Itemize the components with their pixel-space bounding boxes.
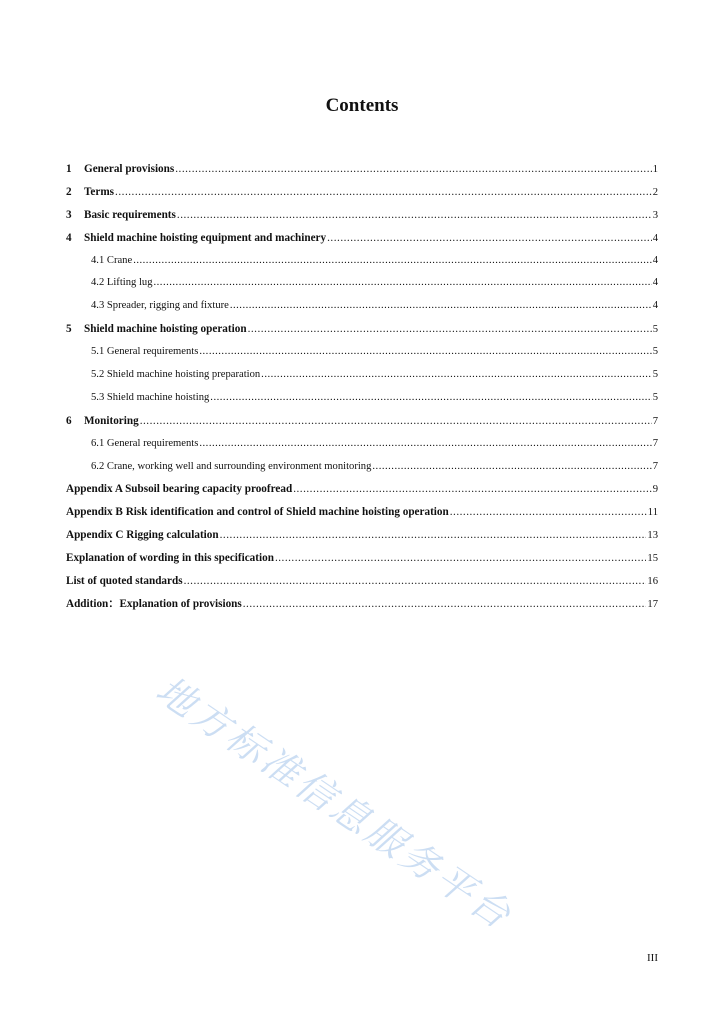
toc-entry[interactable]: [66, 501, 658, 524]
toc-entry-page-number: 7: [652, 437, 658, 449]
toc-entry-title: Appendix C Rigging calculation: [66, 529, 219, 542]
toc-entry[interactable]: [66, 204, 658, 227]
toc-entry[interactable]: [66, 295, 658, 318]
toc-entry-title: Shield machine hoisting equipment and machinery: [84, 231, 327, 244]
toc-entry-page-number: 3: [652, 209, 658, 221]
toc-dot-leader: [450, 501, 647, 524]
toc-entry-page-number: 15: [647, 553, 658, 565]
toc-entry-title: Appendix A Subsoil bearing capacity proofread: [66, 483, 293, 496]
toc-entry-page-number: 4: [652, 254, 658, 266]
toc-entry-page-number: 5: [652, 391, 658, 403]
toc-dot-leader: [140, 410, 652, 433]
toc-entry-page-number: 7: [652, 460, 658, 472]
toc-entry-number: 4: [66, 231, 72, 244]
toc-dot-leader: [327, 227, 652, 250]
toc-entry[interactable]: [66, 318, 658, 341]
toc-entry-page-number: 5: [652, 324, 658, 336]
toc-dot-leader: [293, 478, 652, 501]
toc-entry-page-number: 16: [647, 576, 658, 588]
toc-dot-leader: [175, 158, 651, 181]
toc-entry-page-number: 9: [652, 484, 658, 496]
toc-entry-page-number: 4: [652, 232, 658, 244]
toc-entry-title: 5.1 General requirements: [91, 346, 199, 358]
toc-entry-number: 3: [66, 208, 72, 221]
toc-entry[interactable]: [66, 227, 658, 250]
toc-entry-page-number: 11: [647, 507, 658, 519]
toc-dot-leader: [177, 204, 652, 227]
toc-entry-page-number: 5: [652, 346, 658, 358]
toc-entry-page-number: 4: [652, 277, 658, 289]
toc-dot-leader: [210, 387, 651, 410]
toc-entry-title: 4.3 Spreader, rigging and fixture: [91, 300, 229, 312]
toc-entry[interactable]: [66, 158, 658, 181]
toc-entry[interactable]: [66, 547, 658, 570]
toc-entry-title: Addition：Explanation of provisions: [66, 597, 242, 610]
toc-dot-leader: [243, 593, 647, 616]
toc-entry-title: Basic requirements: [84, 208, 176, 221]
toc-entry[interactable]: [66, 410, 658, 433]
toc-dot-leader: [184, 570, 647, 593]
toc-dot-leader: [275, 547, 646, 570]
toc-entry-title: 5.2 Shield machine hoisting preparation: [91, 369, 261, 381]
toc-dot-leader: [372, 456, 651, 479]
toc-entry-title: Explanation of wording in this specification: [66, 552, 274, 565]
toc-entry[interactable]: [66, 272, 658, 295]
toc-entry-number: 1: [66, 163, 72, 175]
toc-entry-title: 6.2 Crane, working well and surrounding environment monitoring: [91, 460, 372, 472]
toc-entry-page-number: 17: [647, 598, 658, 610]
toc-entry[interactable]: [66, 433, 658, 456]
toc-entry[interactable]: [66, 524, 658, 547]
toc-dot-leader: [220, 524, 647, 547]
toc-entry-number: 2: [66, 185, 72, 198]
page-number: III: [647, 952, 658, 964]
toc-entry[interactable]: [66, 593, 658, 616]
toc-dot-leader: [230, 295, 652, 318]
toc-entry-page-number: 2: [652, 186, 658, 198]
toc-entry-number: 6: [66, 414, 72, 427]
toc-entry-title: 4.2 Lifting lug: [91, 277, 153, 289]
toc-entry-title: 6.1 General requirements: [91, 437, 199, 449]
toc-entry-page-number: 4: [652, 300, 658, 312]
watermark: 地方标准信息服务平台: [148, 667, 522, 939]
toc-entry-title: Terms: [84, 185, 115, 198]
toc-entry-page-number: 1: [652, 164, 658, 175]
toc-entry-title: General provisions: [84, 163, 175, 175]
toc-entry[interactable]: [66, 364, 658, 387]
toc-entry[interactable]: [66, 387, 658, 410]
toc-entry-title: List of quoted standards: [66, 575, 183, 588]
toc-entry-page-number: 5: [652, 369, 658, 381]
toc-entry[interactable]: [66, 456, 658, 479]
toc-entry-title: 4.1 Crane: [91, 254, 133, 266]
toc-dot-leader: [248, 318, 652, 341]
toc-dot-leader: [133, 250, 652, 273]
page-title: Contents: [325, 95, 399, 116]
toc-entry[interactable]: [66, 341, 658, 364]
toc-entry-page-number: 7: [652, 415, 658, 427]
toc-entry[interactable]: [66, 570, 658, 593]
toc-entry-page-number: 13: [647, 530, 658, 542]
toc-entry[interactable]: [66, 250, 658, 273]
toc-entry-number: 5: [66, 323, 72, 336]
toc-entry-title: Shield machine hoisting operation: [84, 323, 247, 336]
toc-dot-leader: [199, 433, 651, 456]
toc-dot-leader: [154, 272, 652, 295]
toc-entry-title: Appendix B Risk identification and control of Shield machine hoisting operation: [66, 506, 449, 519]
toc-entry[interactable]: [66, 478, 658, 501]
table-of-contents: [66, 158, 658, 616]
toc-entry-title: Monitoring: [84, 414, 139, 427]
toc-entry[interactable]: [66, 181, 658, 204]
toc-dot-leader: [261, 364, 652, 387]
toc-dot-leader: [199, 341, 651, 364]
toc-entry-title: 5.3 Shield machine hoisting: [91, 391, 210, 403]
toc-dot-leader: [115, 181, 652, 204]
